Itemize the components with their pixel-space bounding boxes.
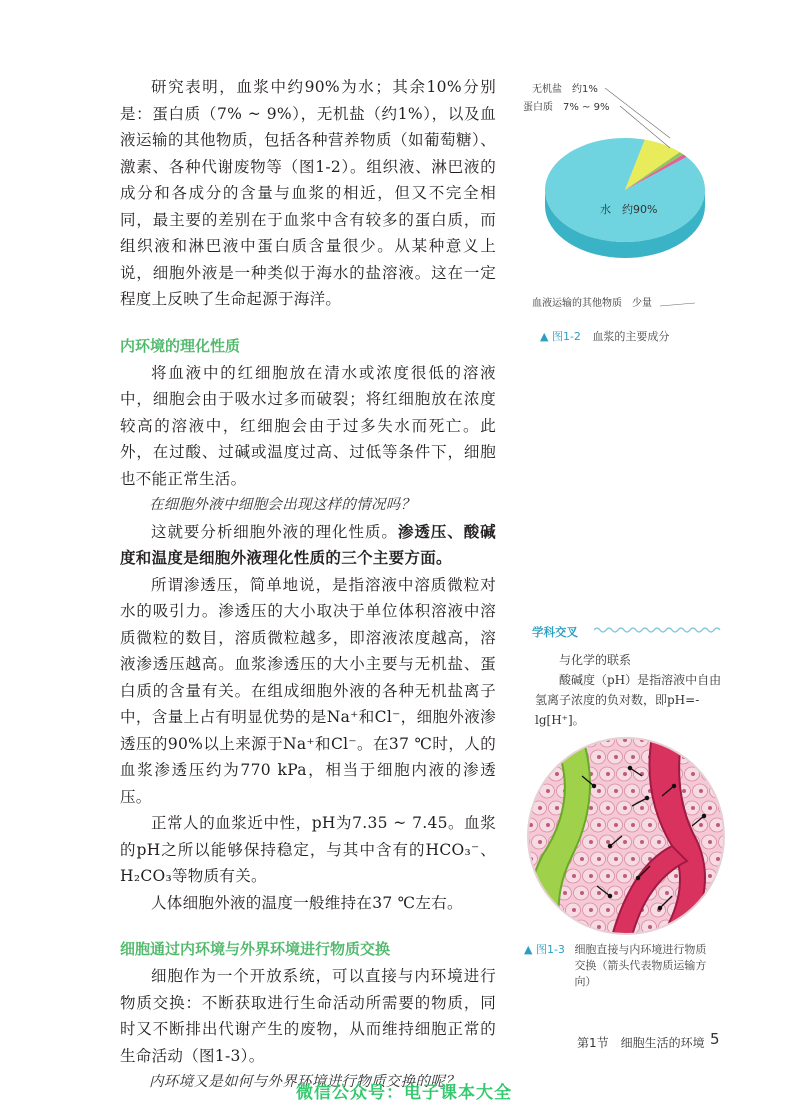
cell-nucleus xyxy=(648,823,652,827)
cell-nucleus xyxy=(682,925,686,929)
decorative-wave-line xyxy=(594,626,724,634)
cell-nucleus xyxy=(716,789,720,793)
cell-nucleus xyxy=(589,908,593,912)
arrow-head xyxy=(628,766,631,769)
plasma-composition-pie-chart xyxy=(520,78,730,318)
cell-nucleus xyxy=(716,755,720,759)
figure-1-3-caption xyxy=(524,942,734,990)
cell-nucleus xyxy=(580,891,584,895)
arrow-head xyxy=(592,784,595,787)
arrow-head xyxy=(672,784,675,787)
sidebar-header xyxy=(532,621,732,637)
sidebar-title: 学科交叉 xyxy=(532,625,578,639)
cell-nucleus xyxy=(538,806,542,810)
tissue-cell xyxy=(693,750,708,764)
cell-nucleus xyxy=(725,772,729,776)
leader-line xyxy=(605,88,670,138)
cell-nucleus xyxy=(699,789,703,793)
arrow-head xyxy=(608,844,611,847)
cell-nucleus xyxy=(589,806,593,810)
cell-nucleus xyxy=(725,874,729,878)
triangle-marker-icon: ▲ xyxy=(540,330,549,343)
cell-nucleus xyxy=(538,840,542,844)
cell-nucleus xyxy=(597,823,601,827)
cell-nucleus xyxy=(708,738,712,742)
sidebar-content xyxy=(535,650,731,730)
cell-nucleus xyxy=(614,857,618,861)
paragraph-ph: 正常人的血浆近中性，pH为7.35 ~ 7.45。血浆的pH之所以能够保持稳定，与其中含有的HCO₃⁻、H₂CO₃等物质有关。 xyxy=(120,814,496,885)
tissue-cell xyxy=(532,736,547,747)
cell-nucleus xyxy=(580,925,584,929)
tissue-cell xyxy=(523,886,538,900)
sidebar-subtitle: 与化学的联系 xyxy=(559,653,632,667)
tissue-cell xyxy=(532,767,547,781)
label-salt: 无机盐 约1% xyxy=(532,84,598,95)
cell-nucleus xyxy=(572,738,576,742)
text-plain: 这就要分析细胞外液的理化性质。 xyxy=(151,522,398,541)
cell-nucleus xyxy=(529,789,533,793)
tissue-cell xyxy=(727,886,731,900)
cell-nucleus xyxy=(614,755,618,759)
cell-nucleus xyxy=(606,806,610,810)
tissue-cell xyxy=(702,736,717,747)
section-heading-physicochemical: 内环境的理化性质 xyxy=(120,336,241,355)
tissue-cell xyxy=(522,903,530,917)
arrow-head xyxy=(658,906,661,909)
cell-nucleus xyxy=(640,806,644,810)
cell-nucleus xyxy=(725,840,729,844)
tissue-cell xyxy=(702,903,717,917)
cell-nucleus xyxy=(708,908,712,912)
cell-nucleus xyxy=(606,908,610,912)
tissue-cell xyxy=(522,801,530,815)
cell-nucleus xyxy=(522,772,525,776)
label-other: 血液运输的其他物质 少量 xyxy=(532,298,652,309)
arrow-head xyxy=(702,814,705,817)
cell-nucleus xyxy=(597,891,601,895)
figure-number: 图1-3 xyxy=(535,943,565,956)
tissue-cell xyxy=(710,784,725,798)
cell-nucleus xyxy=(631,857,635,861)
tissue-cell xyxy=(702,767,717,781)
label-protein: 蛋白质 7% ~ 9% xyxy=(523,102,610,113)
label-water: 水 约90% xyxy=(600,203,658,216)
cell-nucleus xyxy=(699,755,703,759)
cell-nucleus xyxy=(606,840,610,844)
paragraph-red-cells: 将血液中的红细胞放在清水或浓度很低的溶液中，细胞会由于吸水过多而破裂；将红细胞放在浓度较高的溶液中，红细胞会由于过多失水而死亡。此外，在过酸、过碱或温度过高、过低等条件下，细胞也不能正常生活。 xyxy=(120,363,496,488)
cell-nucleus xyxy=(563,925,567,929)
cell-nucleus xyxy=(589,840,593,844)
cell-nucleus xyxy=(716,823,720,827)
cell-nucleus xyxy=(529,891,533,895)
tissue-cell xyxy=(566,736,581,747)
triangle-marker-icon: ▲ xyxy=(524,943,533,956)
tissue-cell xyxy=(693,920,708,934)
tissue-cell xyxy=(719,869,731,883)
arrow-head xyxy=(636,876,639,879)
cell-nucleus xyxy=(623,806,627,810)
figure-caption-text: 细胞直接与内环境进行物质交换（箭头代表物质运输方向） xyxy=(574,943,707,988)
cell-nucleus xyxy=(699,823,703,827)
cell-nucleus xyxy=(597,857,601,861)
watermark-text: 微信公众号：电子课本大全 xyxy=(296,1083,512,1103)
figure-number: 图1-2 xyxy=(551,330,581,343)
tissue-cell xyxy=(727,784,731,798)
cell-nucleus xyxy=(522,874,525,878)
cell-nucleus xyxy=(640,840,644,844)
tissue-cell xyxy=(522,869,530,883)
section-footer: 第1节 细胞生活的环境 xyxy=(577,1036,705,1050)
cell-nucleus xyxy=(708,772,712,776)
pie-chart-svg xyxy=(520,78,730,318)
arrow-head xyxy=(645,796,648,799)
cell-nucleus xyxy=(674,874,678,878)
cell-nucleus xyxy=(708,840,712,844)
tissue-cell xyxy=(523,920,538,934)
tissue-cell xyxy=(727,818,731,832)
cell-nucleus xyxy=(597,789,601,793)
cell-nucleus xyxy=(522,738,525,742)
cell-nucleus xyxy=(623,772,627,776)
cell-nucleus xyxy=(555,772,559,776)
cell-nucleus xyxy=(546,755,550,759)
figure-caption-text: 血浆的主要成分 xyxy=(592,330,670,343)
cell-nucleus xyxy=(538,772,542,776)
cell-nucleus xyxy=(691,738,695,742)
paragraph-osmotic-pressure: 所谓渗透压，简单地说，是指溶液中溶质微粒对水的吸引力。渗透压的大小取决于单位体积溶液中溶质微粒的数目，溶质微粒越多，即溶液浓度越高，溶液渗透压越高。血浆渗透压的大小主要与无机盐、蛋白质的含量有关。在组成细胞外液的各种无机盐离子中，含量上占有明显优势的是Na⁺和Cl⁻，细胞外液渗透压的90%以上来源于Na⁺和Cl⁻。在37 ℃时，人的血浆渗透压约为770 kPa，相当于细胞内液的渗透压。 xyxy=(120,575,496,806)
cell-nucleus xyxy=(597,755,601,759)
question-exchange: 内环境又是如何与外界环境进行物质交换的呢？ xyxy=(149,1074,460,1090)
cell-nucleus xyxy=(529,925,533,929)
cell-nucleus xyxy=(691,806,695,810)
cell-nucleus xyxy=(538,738,542,742)
cell-nucleus xyxy=(522,806,525,810)
cell-nucleus xyxy=(546,789,550,793)
tissue-cell xyxy=(727,920,731,934)
cell-exchange-illustration xyxy=(522,736,730,936)
cell-nucleus xyxy=(657,840,661,844)
cell-nucleus xyxy=(716,891,720,895)
tissue-cell xyxy=(523,784,538,798)
tissue-cell xyxy=(727,750,731,764)
tissue-cell xyxy=(727,852,731,866)
cell-nucleus xyxy=(555,738,559,742)
tissue-cell xyxy=(540,920,555,934)
paragraph-temperature: 人体细胞外液的温度一般维持在37 ℃左右。 xyxy=(151,893,463,912)
cell-nucleus xyxy=(682,789,686,793)
paragraph-open-system: 细胞作为一个开放系统，可以直接与内环境进行物质交换：不断获取进行生命活动所需要的物质，同时又不断排出代谢产生的废物，从而维持细胞正常的生命活动（图1-3）。 xyxy=(120,967,496,1065)
cell-nucleus xyxy=(555,908,559,912)
cell-nucleus xyxy=(563,891,567,895)
tissue-cell xyxy=(522,736,530,747)
text-bold-key-point: 渗透压、酸碱度和温度是细胞外液理化性质的三个主要方面。 xyxy=(120,521,496,567)
cell-nucleus xyxy=(614,823,618,827)
cell-nucleus xyxy=(648,925,652,929)
cell-nucleus xyxy=(589,874,593,878)
tissue-cell xyxy=(522,767,530,781)
tissue-cell xyxy=(540,750,555,764)
tissue-cell xyxy=(523,750,538,764)
tissue-cell xyxy=(685,736,700,747)
page-number: 5 xyxy=(710,1030,720,1048)
cell-nucleus xyxy=(572,908,576,912)
cell-nucleus xyxy=(522,840,525,844)
tissue-cell xyxy=(710,920,725,934)
arrow-head xyxy=(608,894,611,897)
cell-nucleus xyxy=(606,874,610,878)
tissue-cell xyxy=(719,767,731,781)
tissue-cell xyxy=(676,920,691,934)
cell-nucleus xyxy=(725,806,729,810)
cell-nucleus xyxy=(716,857,720,861)
paragraph-three-aspects xyxy=(120,519,496,572)
tissue-cell xyxy=(719,903,731,917)
cell-nucleus xyxy=(691,772,695,776)
question-extracellular: 在细胞外液中细胞会出现这样的情况吗？ xyxy=(149,497,416,513)
figure-1-2-caption xyxy=(540,328,669,344)
tissue-cell xyxy=(532,903,547,917)
tissue-cell xyxy=(549,736,564,747)
cell-nucleus xyxy=(546,823,550,827)
cell-nucleus xyxy=(725,738,729,742)
cell-nucleus xyxy=(716,925,720,929)
cell-nucleus xyxy=(614,891,618,895)
tissue-cell xyxy=(710,750,725,764)
cell-nucleus xyxy=(606,772,610,776)
cell-nucleus xyxy=(597,925,601,929)
cell-nucleus xyxy=(665,891,669,895)
paragraph-plasma-composition: 研究表明，血浆中约90%为水；其余10%分别是：蛋白质（7% ~ 9%），无机盐（约1%），以及血液运输的其他物质，包括各种营养物质（如葡萄糖）、激素、各种代谢废物等（图1-2）。组织液、淋巴液的成分和各成分的含量与血浆的相近，但又不完全相同，最主要的差别在于血浆中含有较多的蛋白质，而组织液和淋巴液中蛋白质含量很少。从某种意义上说，细胞外液是一种类似于海水的盐溶液。这在一定程度上反映了生命起源于海洋。 xyxy=(120,78,496,308)
cell-nucleus xyxy=(631,789,635,793)
main-text-column xyxy=(120,74,496,1096)
cell-nucleus xyxy=(529,755,533,759)
sidebar-body: 酸碱度（pH）是指溶液中自由氢离子浓度的负对数，即pH=-lg[H⁺]。 xyxy=(535,673,722,727)
cell-nucleus xyxy=(657,738,661,742)
cell-nucleus xyxy=(631,755,635,759)
tissue-cell xyxy=(719,736,731,747)
cell-nucleus xyxy=(572,874,576,878)
section-heading-exchange: 细胞通过内环境与外界环境进行物质交换 xyxy=(120,940,391,958)
cell-nucleus xyxy=(623,840,627,844)
leader-line xyxy=(660,303,695,306)
tissue-cell xyxy=(557,920,572,934)
cell-nucleus xyxy=(589,738,593,742)
cell-nucleus xyxy=(708,874,712,878)
cell-nucleus xyxy=(623,874,627,878)
cell-nucleus xyxy=(699,925,703,929)
cell-nucleus xyxy=(555,806,559,810)
cell-nucleus xyxy=(708,806,712,810)
cell-nucleus xyxy=(538,908,542,912)
tissue-cell xyxy=(668,736,683,747)
cell-nucleus xyxy=(546,925,550,929)
cell-nucleus xyxy=(614,789,618,793)
tissue-cell xyxy=(710,886,725,900)
cell-nucleus xyxy=(674,738,678,742)
cell-nucleus xyxy=(522,908,525,912)
cell-nucleus xyxy=(725,908,729,912)
cell-nucleus xyxy=(631,823,635,827)
cell-nucleus xyxy=(580,857,584,861)
